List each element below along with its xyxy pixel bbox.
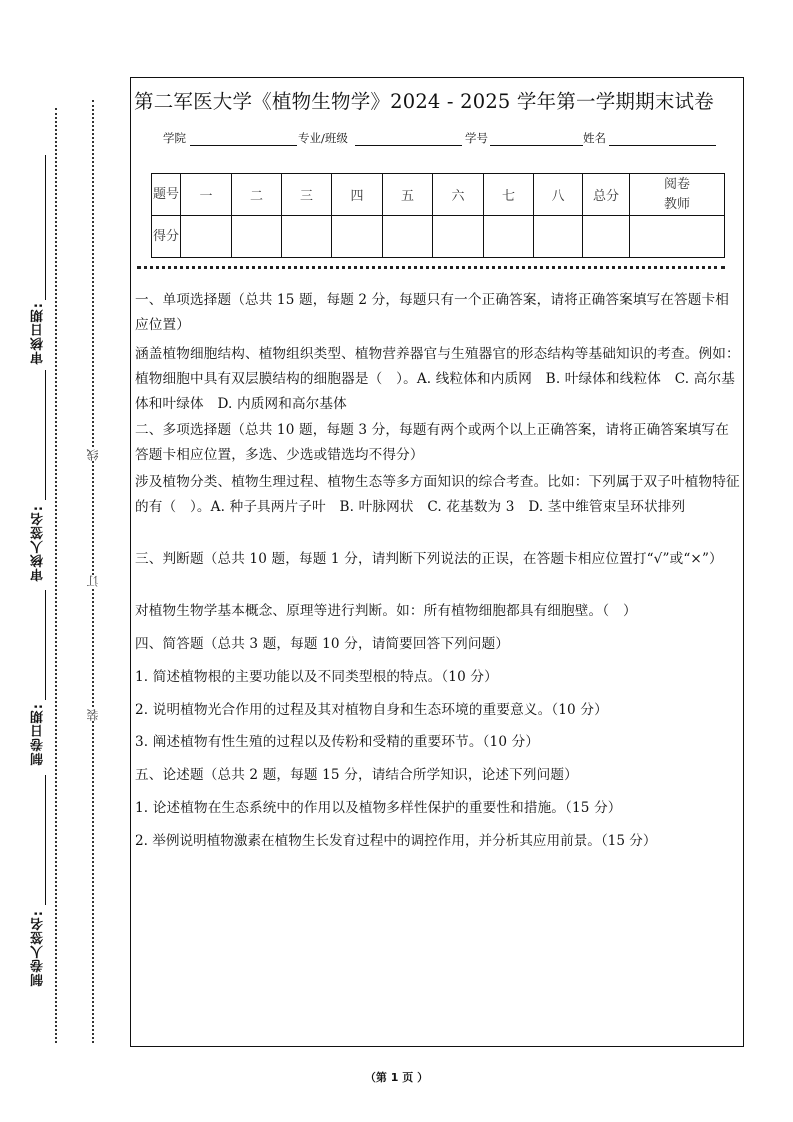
score-cell-2[interactable] [232,216,282,258]
author-date-line [45,590,46,700]
review-date-label: 审核日期: [31,302,46,365]
reviewer-signature-line [45,370,46,500]
section-5-heading: 五、论述题（总共 2 题，每题 15 分，请结合所学知识，论述下列问题） [135,767,578,783]
grader-label: 阅卷教师 [663,176,690,212]
section-5-question-1: 1. 论述植物在生态系统中的作用以及植物多样性保护的重要性和措施。（15 分） [135,800,622,816]
binding-char-ding: 订 [86,575,100,587]
author-signature-line [45,775,46,905]
author-signature-label: 制卷人签名: [31,910,46,987]
student-id-label: 学号 [465,131,488,145]
section-2-body: 涉及植物分类、植物生理过程、植物生态等多方面知识的综合考查。比如：下列属于双子叶植物特征的有（ ）。A. 种子具两片子叶 B. 叶脉网状 C. 花基数为 3 D. 茎中维管束呈环状排列 [135,474,740,515]
col-header-3: 三 [282,174,332,216]
col-header-8: 八 [534,174,583,216]
college-label: 学院 [163,131,186,145]
section-4-question-2: 2. 说明植物光合作用的过程及其对植物自身和生态环境的重要意义。（10 分） [135,702,608,718]
score-cell-grader[interactable] [630,216,725,258]
score-table-header-row [152,174,725,216]
col-header-total: 总分 [583,174,630,216]
row-header-question-no: 题号 [152,174,181,216]
score-cell-3[interactable] [282,216,332,258]
binding-char-zhuang: 装 [86,709,100,721]
score-cell-6[interactable] [433,216,484,258]
col-header-5: 五 [383,174,433,216]
name-field[interactable] [609,145,716,146]
reviewer-signature-label: 审核人签名: [31,505,46,582]
major-class-label: 专业/班级 [298,131,348,145]
inner-dotted-line [92,100,94,1043]
section-3-body: 对植物生物学基本概念、原理等进行判断。如：所有植物细胞都具有细胞壁。（ ） [135,603,637,619]
author-date-label: 制卷日期: [31,703,46,766]
score-cell-total[interactable] [583,216,630,258]
section-4-heading: 四、简答题（总共 3 题，每题 10 分，请简要回答下列问题） [135,636,510,652]
col-header-grader [630,174,725,216]
col-header-2: 二 [232,174,282,216]
exam-title: 第二军医大学《植物生物学》2024 - 2025 学年第一学期期末试卷 [134,90,714,113]
score-cell-1[interactable] [181,216,232,258]
col-header-1: 一 [181,174,232,216]
col-header-7: 七 [484,174,534,216]
score-cell-5[interactable] [383,216,433,258]
score-table [151,173,725,258]
col-header-4: 四 [332,174,383,216]
binding-char-xian: 线 [86,449,100,461]
score-table-score-row [152,216,725,258]
section-4-question-3: 3. 阐述植物有性生殖的过程以及传粉和受精的重要环节。（10 分） [135,734,540,750]
page-number: （第 1 页 ） [364,1071,429,1084]
section-3-heading: 三、判断题（总共 10 题，每题 1 分，请判断下列说法的正误，在答题卡相应位置打“√”或“×”） [135,551,723,567]
section-1-body: 涵盖植物细胞结构、植物组织类型、植物营养器官与生殖器官的形态结构等基础知识的考查。例如：植物细胞中具有双层膜结构的细胞器是（ ）。A. 线粒体和内质网 B. 叶绿体和线粒体 C. 高尔基体和叶绿体 D. 内质网和高尔基体 [135,346,740,412]
section-4-question-1: 1. 简述植物根的主要功能以及不同类型根的特点。（10 分） [135,669,498,685]
name-label: 姓名 [583,131,606,145]
score-cell-7[interactable] [484,216,534,258]
student-id-field[interactable] [490,145,583,146]
section-2-heading: 二、多项选择题（总共 10 题，每题 3 分，每题有两个或两个以上正确答案，请将正确答案填写在答题卡相应位置，多选、少选或错选均不得分） [135,422,730,463]
section-1-heading: 一、单项选择题（总共 15 题，每题 2 分，每题只有一个正确答案，请将正确答案填写在答题卡相应位置） [135,292,730,333]
col-header-6: 六 [433,174,484,216]
section-5-question-2: 2. 举例说明植物激素在植物生长发育过程中的调控作用，并分析其应用前景。（15 分） [135,833,657,849]
major-class-field[interactable] [355,145,462,146]
outer-dotted-line [55,108,57,1043]
row-header-score: 得分 [152,216,181,258]
score-cell-8[interactable] [534,216,583,258]
score-cell-4[interactable] [332,216,383,258]
dotted-separator [137,266,725,269]
college-field[interactable] [190,145,297,146]
review-date-line [45,155,46,300]
